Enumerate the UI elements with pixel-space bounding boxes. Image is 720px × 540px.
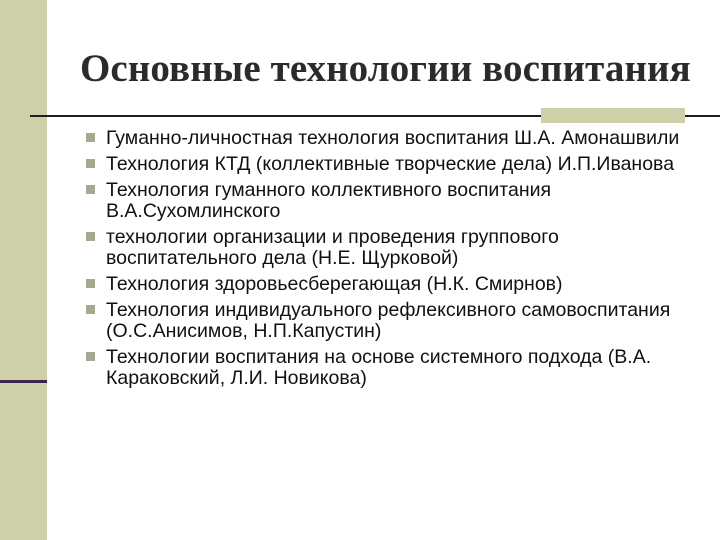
square-bullet-icon	[86, 232, 95, 241]
bullet-text: Технология КТД (коллективные творческие дела) И.П.Иванова	[106, 153, 675, 175]
slide-title: Основные технологии воспитания	[80, 47, 691, 90]
accent-block	[541, 108, 685, 123]
bullet-text: технологии организации и проведения группового воспитательного дела (Н.Е. Щурковой)	[106, 226, 559, 269]
bullet-item	[86, 128, 706, 149]
left-accent-bar	[0, 0, 47, 540]
bullet-list	[86, 128, 706, 394]
bullet-text: Технология здоровьесберегающая (Н.К. Смирнов)	[106, 273, 563, 295]
bullet-item	[86, 227, 706, 269]
left-accent-rule	[0, 380, 47, 383]
square-bullet-icon	[86, 305, 95, 314]
square-bullet-icon	[86, 185, 95, 194]
square-bullet-icon	[86, 159, 95, 168]
bullet-text: Гуманно-личностная технология воспитания Ш.А. Амонашвили	[106, 127, 680, 149]
square-bullet-icon	[86, 352, 95, 361]
bullet-item	[86, 180, 706, 222]
bullet-text: Технология гуманного коллективного воспитания В.А.Сухомлинского	[106, 179, 552, 222]
bullet-text: Технологии воспитания на основе системного подхода (В.А. Караковский, Л.И. Новикова)	[106, 346, 652, 389]
bullet-item	[86, 347, 706, 389]
bullet-item	[86, 300, 706, 342]
square-bullet-icon	[86, 133, 95, 142]
square-bullet-icon	[86, 279, 95, 288]
bullet-item	[86, 274, 706, 295]
bullet-item	[86, 154, 706, 175]
bullet-text: Технология индивидуального рефлексивного самовоспитания (О.С.Анисимов, Н.П.Капустин)	[106, 299, 671, 342]
